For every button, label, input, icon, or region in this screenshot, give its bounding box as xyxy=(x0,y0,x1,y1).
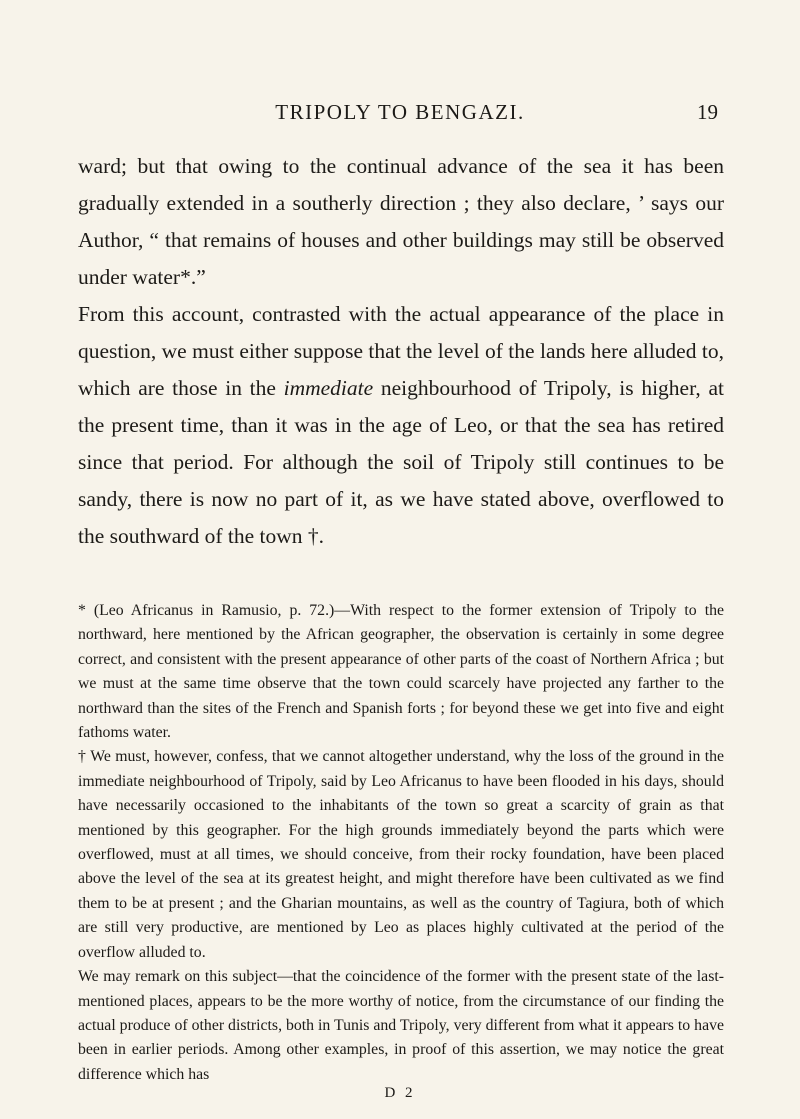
emphasized-word: immediate xyxy=(283,376,374,400)
footnote-continuation: We may remark on this subject—that the coincidence of the former with the present state of the last-mentioned places, appears to be the more worthy of notice, from the circumstance of our finding the actual produce of other districts, both in Tunis and Tripoly, very different from what it appears to have been in earlier periods. Among other examples, in proof of this assertion, we may notice the great difference which has xyxy=(78,968,724,1083)
paragraph-text-start: From this account, contrasted with the actual appearance of the place in question, we must either suppose that the level of the lands here alluded to, which are those in the xyxy=(78,302,724,400)
footnote-dagger: † We must, however, confess, that we cannot altogether understand, why the loss of the ground in the immediate neighbourhood of Tripoly, said by Leo Africanus to have been flooded in his days, should have necessarily occasioned to the inhabitants of the town so great a scarcity of grain as that mentioned by this geographer. For the high grounds immediately beyond the parts which were overflowed, must at all times, we should conceive, from their rocky foundation, have been placed above the level of the sea at its greatest height, and might therefore have been cultivated as we find them to be at present ; and the Gharian mountains, as well as the country of Tagiura, both of which are still very productive, are mentioned by Leo as places highly cultivated at the period of the overflow alluded to. xyxy=(78,748,724,961)
footnote-asterisk: * (Leo Africanus in Ramusio, p. 72.)—With respect to the former extension of Tripoly to the northward, here mentioned by the African geographer, the observation is certainly in some degree correct, and consistent with the present appearance of other parts of the coast of Northern Africa ; but we must at the same time observe that the town could scarcely have projected any farther to the northward than the sites of the French and Spanish forts ; for beyond these we get into five and eight fathoms water. xyxy=(78,602,724,742)
paragraph-text-end: neighbourhood of Tripoly, is higher, at the present time, than it was in the age of Leo, or that the sea has retired since that period. For although the soil of Tripoly still continues to be sandy, there is now no part of it, as we have stated above, overflowed to the southward of the town †. xyxy=(78,376,724,548)
paragraph xyxy=(78,296,724,555)
page-number: 19 xyxy=(697,100,718,124)
paragraph-continuation: ward; but that owing to the continual advance of the sea it has been gradually extended in a southerly direction ; they also declare, ’ says our Author, “ that remains of houses and other buildings may still be observed under water*.” xyxy=(78,154,724,289)
running-title: TRIPOLY TO BENGAZI. xyxy=(275,100,525,124)
signature-mark: D 2 xyxy=(384,1085,416,1101)
main-text xyxy=(78,148,724,555)
footnotes xyxy=(78,599,724,1087)
page-header xyxy=(0,100,800,130)
